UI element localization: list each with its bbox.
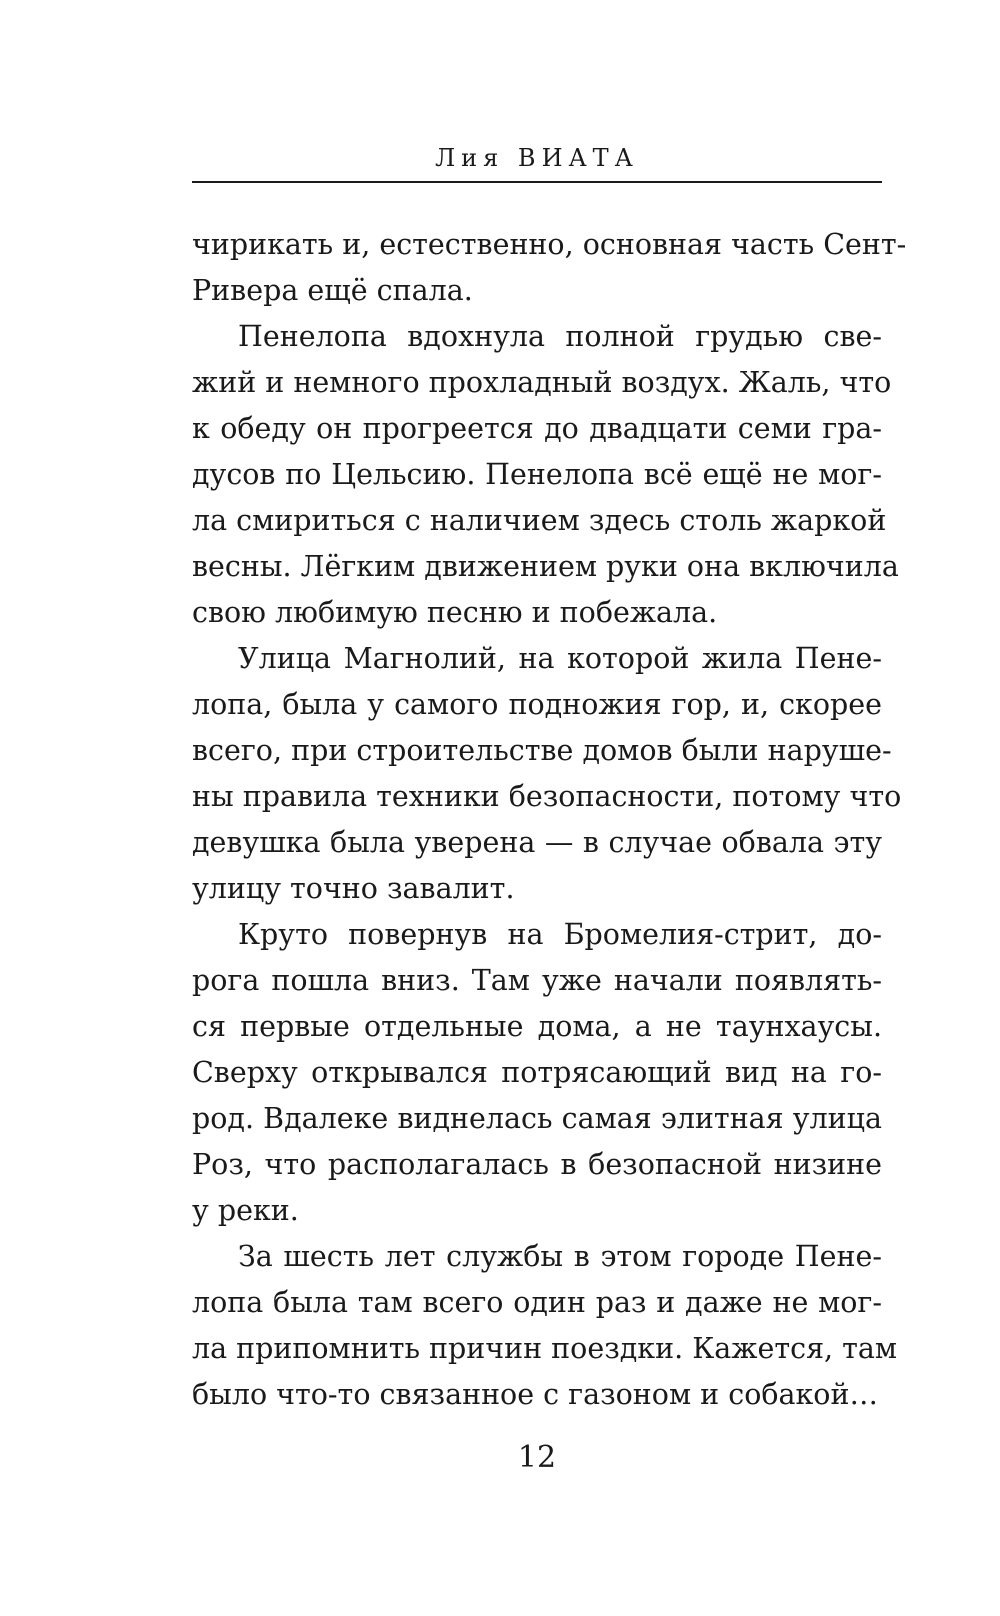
text-line: к обеду он прогреется до двадцати семи гра- [192,412,882,445]
text-line: Круто повернув на Бромелия-стрит, до- [238,918,882,951]
header-rule [192,181,882,183]
text-line: Роз, что располагалась в безопасной низине [192,1148,882,1181]
text-line: рога пошла вниз. Там уже начали появлять- [192,964,882,997]
text-line: у реки. [192,1194,299,1227]
running-head-title: Лия ВИАТА [435,144,639,172]
text-line: Пенелопа вдохнула полной грудью све- [238,320,882,353]
text-line: Сверху открывался потрясающий вид на го- [192,1056,882,1089]
page-number: 12 [517,1440,557,1475]
text-line: свою любимую песню и побежала. [192,596,718,629]
text-line: лопа была там всего один раз и даже не мог- [192,1286,882,1319]
text-line: ла смириться с наличием здесь столь жаркой [192,504,887,537]
body-text [192,222,907,1418]
text-line: всего, при строительстве домов были наруше- [192,734,892,767]
text-line: Улица Магнолий, на которой жила Пене- [238,642,882,675]
text-line: ла припомнить причин поездки. Кажется, там [192,1332,898,1365]
text-line: Ривера ещё спала. [192,274,473,307]
text-line: девушка была уверена — в случае обвала эту [192,826,882,859]
text-line: улицу точно завалит. [192,872,515,905]
text-line: весны. Лёгким движением руки она включила [192,550,899,583]
text-line: жий и немного прохладный воздух. Жаль, что [192,366,892,399]
text-line: ся первые отдельные дома, а не таунхаусы. [192,1010,882,1043]
text-line: дусов по Цельсию. Пенелопа всё ещё не мог- [192,458,882,491]
text-line: чирикать и, естественно, основная часть Сент- [192,228,907,261]
text-line: лопа, была у самого подножия гор, и, скорее [192,688,882,721]
text-line: было что-то связанное с газоном и собакой… [192,1378,878,1411]
text-line: род. Вдалеке виднелась самая элитная улица [192,1102,882,1135]
text-line: За шесть лет службы в этом городе Пене- [238,1240,882,1273]
text-line: ны правила техники безопасности, потому что [192,780,902,813]
